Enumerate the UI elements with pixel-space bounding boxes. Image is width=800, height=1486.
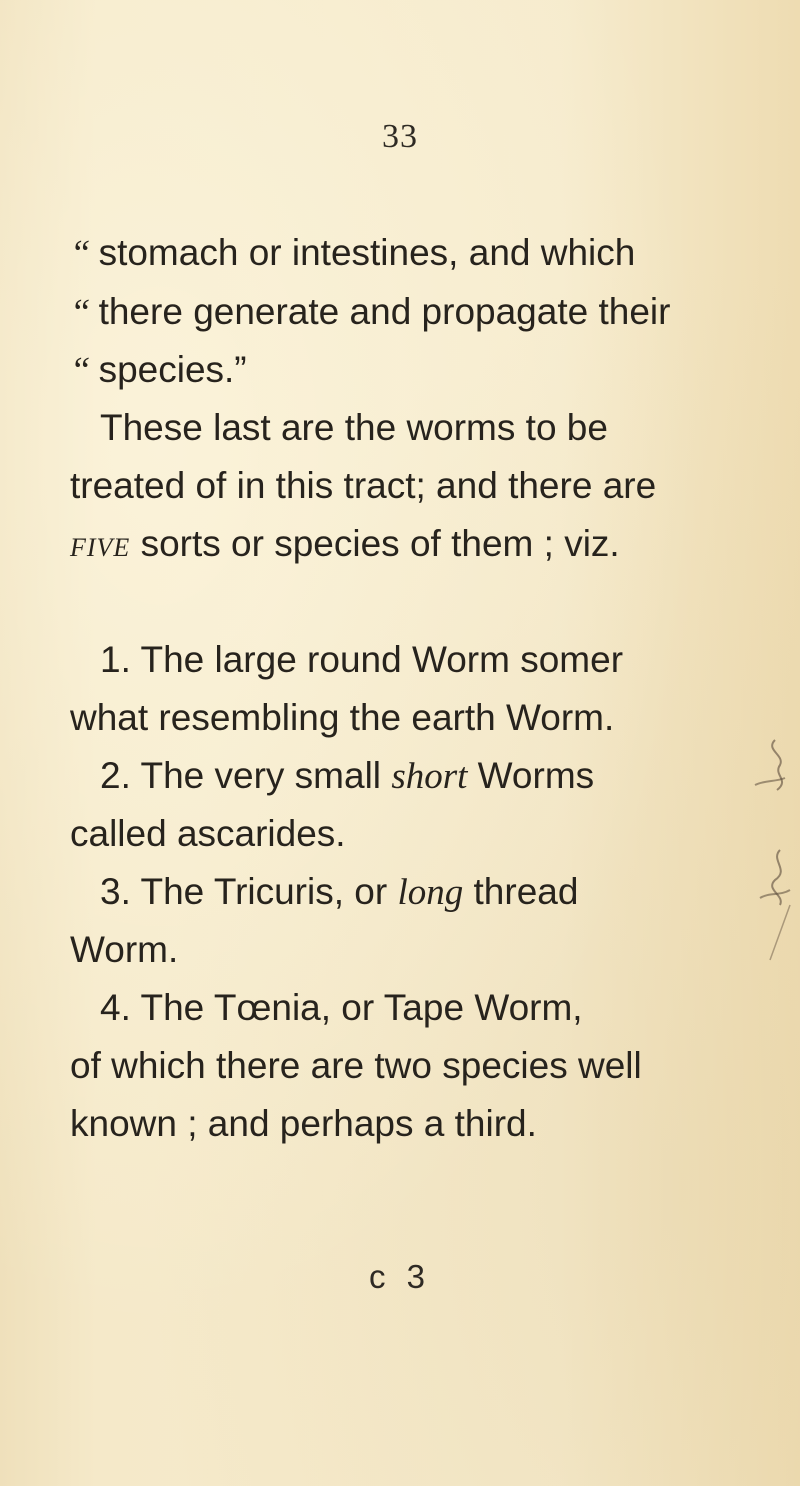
text-line-1	[70, 230, 690, 277]
text-line-3	[70, 347, 690, 394]
line-text: of which there are two species well	[70, 1045, 642, 1086]
line-text: called ascarides.	[70, 813, 346, 854]
line-text: 1. The large round Worm somer	[100, 639, 624, 680]
text-line-8	[70, 695, 690, 741]
text-line-7	[100, 637, 720, 683]
text-line-5	[70, 463, 690, 509]
text-line-15	[70, 1101, 690, 1147]
line-text: what resembling the earth Worm.	[70, 697, 615, 738]
line-text: thread	[463, 871, 579, 912]
small-caps-word: five	[70, 524, 131, 565]
text-line-2	[70, 289, 690, 336]
text-line-6	[70, 521, 690, 568]
line-text: 2. The very small	[100, 755, 392, 796]
line-text: known ; and perhaps a third.	[70, 1103, 537, 1144]
line-text: species.”	[98, 349, 247, 390]
open-quote: “	[70, 233, 91, 274]
line-text: These last are the worms to be	[100, 407, 608, 448]
line-text: Worms	[467, 755, 595, 796]
signature-mark: c 3	[368, 1258, 432, 1295]
text-line-10	[70, 811, 690, 857]
text-line-13	[100, 985, 720, 1031]
open-quote: “	[70, 292, 91, 333]
italic-word: long	[397, 872, 464, 913]
line-text: sorts or species of them ; viz.	[130, 523, 620, 564]
line-text: 3. The Tricuris, or	[100, 871, 398, 912]
text-line-12	[70, 927, 690, 973]
text-line-9	[100, 753, 720, 800]
line-text: treated of in this tract; and there are	[70, 465, 657, 506]
line-text: stomach or intestines, and which	[98, 232, 636, 273]
text-line-14	[70, 1043, 690, 1089]
line-text: Worm.	[70, 929, 179, 970]
italic-word: short	[391, 756, 468, 797]
text-line-11	[100, 869, 720, 916]
text-line-4	[100, 405, 720, 451]
open-quote: “	[70, 350, 91, 391]
page-number: 33	[382, 118, 418, 155]
line-text: 4. The Tœnia, or Tape Worm,	[100, 987, 583, 1028]
line-text: there generate and propagate their	[98, 291, 671, 332]
margin-scribble-icon	[735, 720, 795, 980]
